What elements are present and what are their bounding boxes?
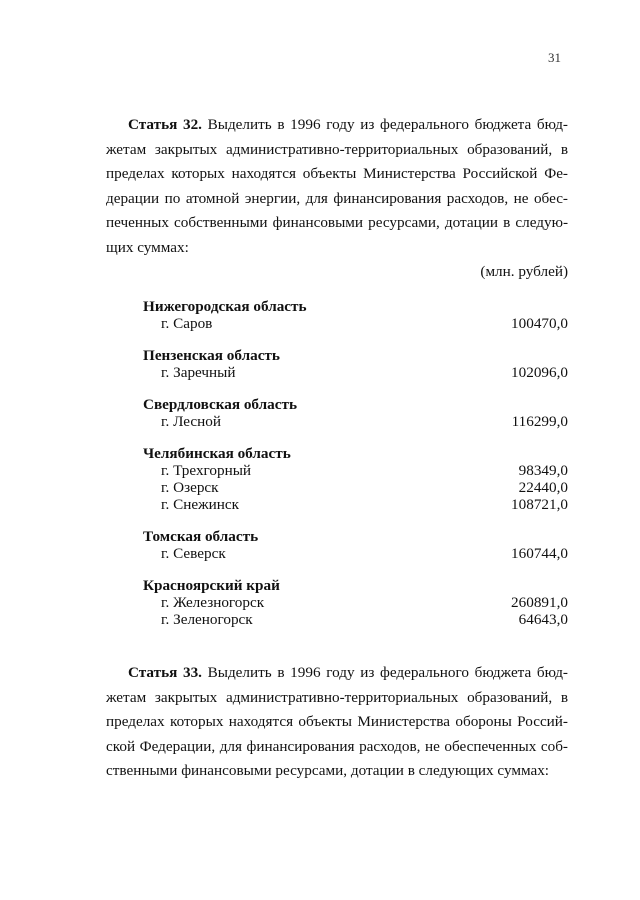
- article-33-paragraph: [106, 661, 568, 784]
- article-33-line-2: жетам закрытых административно-территориальных образований, в: [106, 688, 568, 706]
- city-name: г. Железногорск: [161, 594, 265, 611]
- city-name: г. Трехгорный: [161, 462, 252, 479]
- city-name: г. Зеленогорск: [161, 611, 253, 628]
- city-row: [143, 545, 568, 562]
- units-label: (млн. рублей): [480, 263, 568, 280]
- region-list: [143, 298, 568, 643]
- city-subsidy-value: 22440,0: [518, 479, 568, 496]
- article-32-line-1: Статья 32. Выделить в 1996 году из федерального бюджета бюд-: [128, 116, 568, 133]
- city-name: г. Лесной: [161, 413, 222, 430]
- article-32-line-2: жетам закрытых административно-территориальных образований, в: [106, 140, 568, 158]
- city-subsidy-value: 108721,0: [511, 496, 568, 513]
- city-name: г. Заречный: [161, 364, 236, 381]
- region-block: [143, 445, 568, 513]
- city-subsidy-value: 260891,0: [511, 594, 568, 611]
- city-row: [143, 479, 568, 496]
- region-name: Свердловская область: [143, 396, 297, 413]
- article-32-label: Статья 32.: [128, 116, 202, 133]
- region-block: [143, 577, 568, 628]
- city-name: г. Северск: [161, 545, 226, 562]
- city-subsidy-value: 116299,0: [511, 413, 568, 430]
- article-32-line-5: печенных собственными финансовыми ресурсами, дотации в следую-: [106, 214, 568, 231]
- region-block: [143, 396, 568, 430]
- region-block: [143, 298, 568, 332]
- city-subsidy-value: 100470,0: [511, 315, 568, 332]
- city-name: г. Саров: [161, 315, 213, 332]
- city-row: [143, 462, 568, 479]
- city-row: [143, 611, 568, 628]
- article-32-line-3: пределах которых находятся объекты Министерства Российской Фе-: [106, 165, 568, 182]
- region-name: Томская область: [143, 528, 259, 545]
- region-name: Нижегородская область: [143, 298, 307, 315]
- city-name: г. Снежинск: [161, 496, 239, 513]
- article-32-line-6: щих суммах:: [106, 238, 189, 256]
- city-subsidy-value: 102096,0: [511, 364, 568, 381]
- article-33-line-4: ской Федерации, для финансирования расходов, не обеспеченных соб-: [106, 737, 568, 755]
- city-subsidy-value: 98349,0: [518, 462, 568, 479]
- article-33-line-5: ственными финансовыми ресурсами, дотации в следующих суммах:: [106, 762, 550, 779]
- city-subsidy-value: 160744,0: [511, 545, 568, 562]
- region-block: [143, 347, 568, 381]
- article-33-label: Статья 33.: [128, 664, 202, 681]
- region-block: [143, 528, 568, 562]
- region-name: Челябинская область: [143, 445, 291, 462]
- article-33-line-1: Статья 33. Выделить в 1996 году из федерального бюджета бюд-: [128, 664, 568, 681]
- region-name: Пензенская область: [143, 347, 280, 364]
- page-number: 31: [548, 50, 561, 65]
- city-name: г. Озерск: [161, 479, 219, 496]
- article-33-line-3: пределах которых находятся объекты Министерства обороны Россий-: [106, 713, 568, 730]
- city-row: [143, 364, 568, 381]
- article-32-line-4: дерации по атомной энергии, для финансирования расходов, не обес-: [106, 189, 568, 207]
- article-32-paragraph: [106, 113, 568, 260]
- city-row: [143, 315, 568, 332]
- region-name: Красноярский край: [143, 577, 280, 594]
- city-row: [143, 496, 568, 513]
- city-row: [143, 594, 568, 611]
- city-row: [143, 413, 568, 430]
- city-subsidy-value: 64643,0: [518, 611, 568, 628]
